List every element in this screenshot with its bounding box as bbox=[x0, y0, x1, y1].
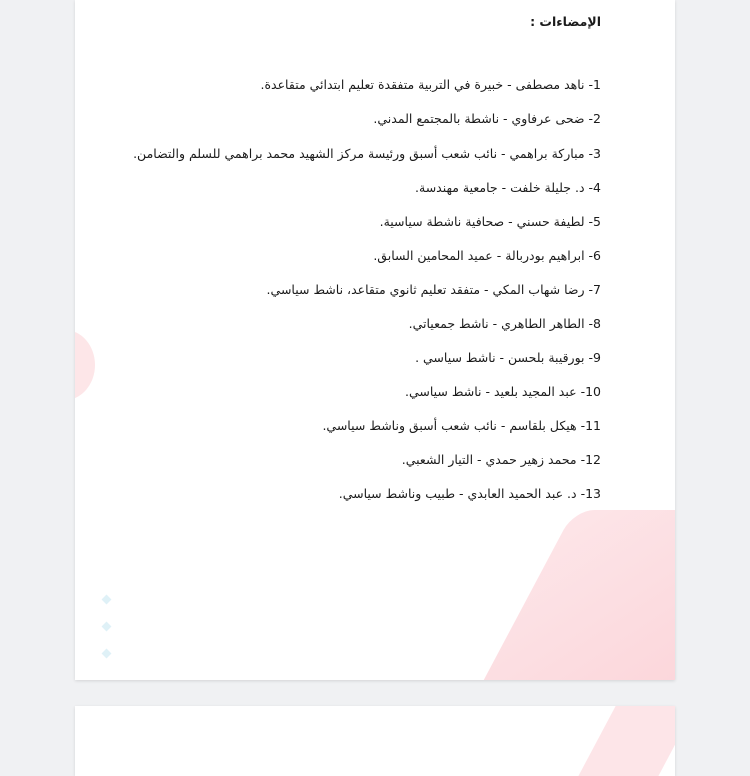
item-text: مباركة براهمي - نائب شعب أسبق ورئيسة مركز الشهيد محمد براهمي للسلم والتضامن. bbox=[133, 146, 585, 161]
item-text: ابراهيم بودربالة - عميد المحامين السابق. bbox=[373, 248, 585, 263]
item-number: 12- bbox=[580, 452, 601, 467]
decorative-shape bbox=[436, 510, 675, 680]
list-item bbox=[131, 484, 601, 503]
item-number: 10- bbox=[580, 384, 601, 399]
item-text: محمد زهير حمدي - التيار الشعبي. bbox=[401, 452, 577, 467]
list-item bbox=[131, 137, 601, 170]
list-item bbox=[131, 382, 601, 401]
list-item bbox=[131, 75, 601, 94]
item-text: بورقيبة بلحسن - ناشط سياسي . bbox=[415, 350, 585, 365]
list-item bbox=[131, 416, 601, 435]
list-item bbox=[131, 212, 601, 231]
item-number: 6- bbox=[588, 248, 601, 263]
document-page-next bbox=[75, 706, 675, 776]
list-item bbox=[131, 246, 601, 265]
item-number: 2- bbox=[588, 111, 601, 126]
item-number: 9- bbox=[588, 350, 601, 365]
item-text: رضا شهاب المكي - متفقد تعليم ثانوي متقاعد، ناشط سياسي. bbox=[266, 282, 585, 297]
list-item bbox=[131, 348, 601, 367]
signatories-list bbox=[131, 75, 601, 503]
item-number: 4- bbox=[588, 180, 601, 195]
item-text: لطيفة حسني - صحافية ناشطة سياسية. bbox=[379, 214, 585, 229]
signatures-section bbox=[131, 14, 601, 518]
item-text: ناهد مصطفى - خبيرة في التربية متفقدة تعليم ابتدائي متقاعدة. bbox=[260, 77, 585, 92]
item-number: 3- bbox=[588, 146, 601, 161]
decorative-shape bbox=[75, 330, 95, 400]
item-number: 1- bbox=[588, 77, 601, 92]
list-item bbox=[131, 178, 601, 197]
item-number: 11- bbox=[580, 418, 601, 433]
item-text: عبد المجيد بلعيد - ناشط سياسي. bbox=[404, 384, 577, 399]
item-text: الطاهر الطاهري - ناشط جمعياتي. bbox=[408, 316, 585, 331]
dot bbox=[102, 595, 112, 605]
list-item bbox=[131, 314, 601, 333]
item-text: د. عبد الحميد العابدي - طبيب وناشط سياسي. bbox=[338, 486, 577, 501]
item-text: ضحى عرفاوي - ناشطة بالمجتمع المدني. bbox=[373, 111, 585, 126]
list-item bbox=[131, 280, 601, 299]
decorative-dots bbox=[103, 596, 111, 677]
item-text: هيكل بلقاسم - نائب شعب أسبق وناشط سياسي. bbox=[322, 418, 577, 433]
dot bbox=[102, 649, 112, 659]
item-number: 8- bbox=[588, 316, 601, 331]
dot bbox=[102, 622, 112, 632]
list-item bbox=[131, 450, 601, 469]
list-item bbox=[131, 109, 601, 128]
item-number: 7- bbox=[588, 282, 601, 297]
item-number: 13- bbox=[580, 486, 601, 501]
section-heading: الإمضاءات : bbox=[530, 14, 601, 29]
item-text: د. جليلة خلفت - جامعية مهندسة. bbox=[415, 180, 585, 195]
document-page bbox=[75, 0, 675, 680]
decorative-shape bbox=[573, 706, 675, 776]
item-number: 5- bbox=[588, 214, 601, 229]
